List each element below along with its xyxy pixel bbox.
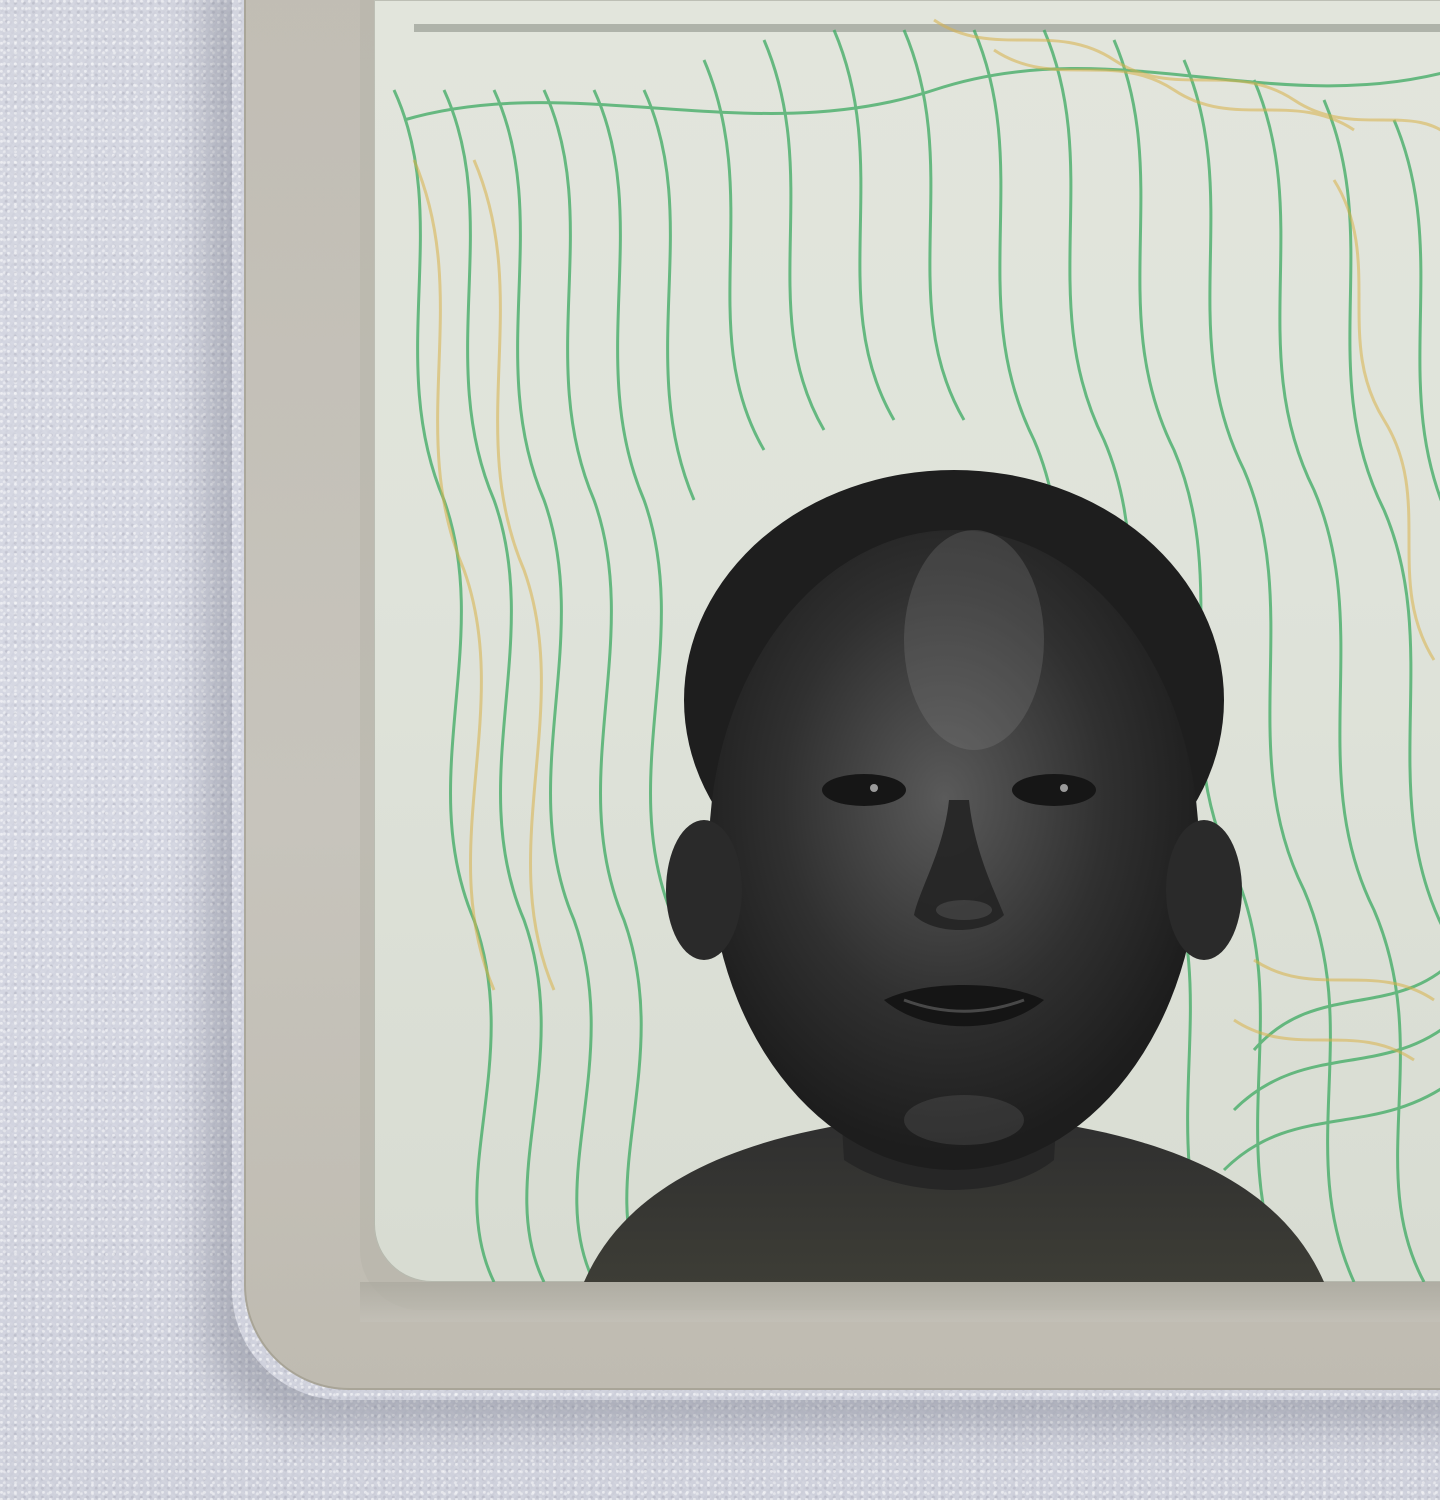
sleeve-bottom-edge [360,1282,1440,1322]
person-portrait-icon [584,470,1324,1282]
id-card [374,0,1440,1282]
